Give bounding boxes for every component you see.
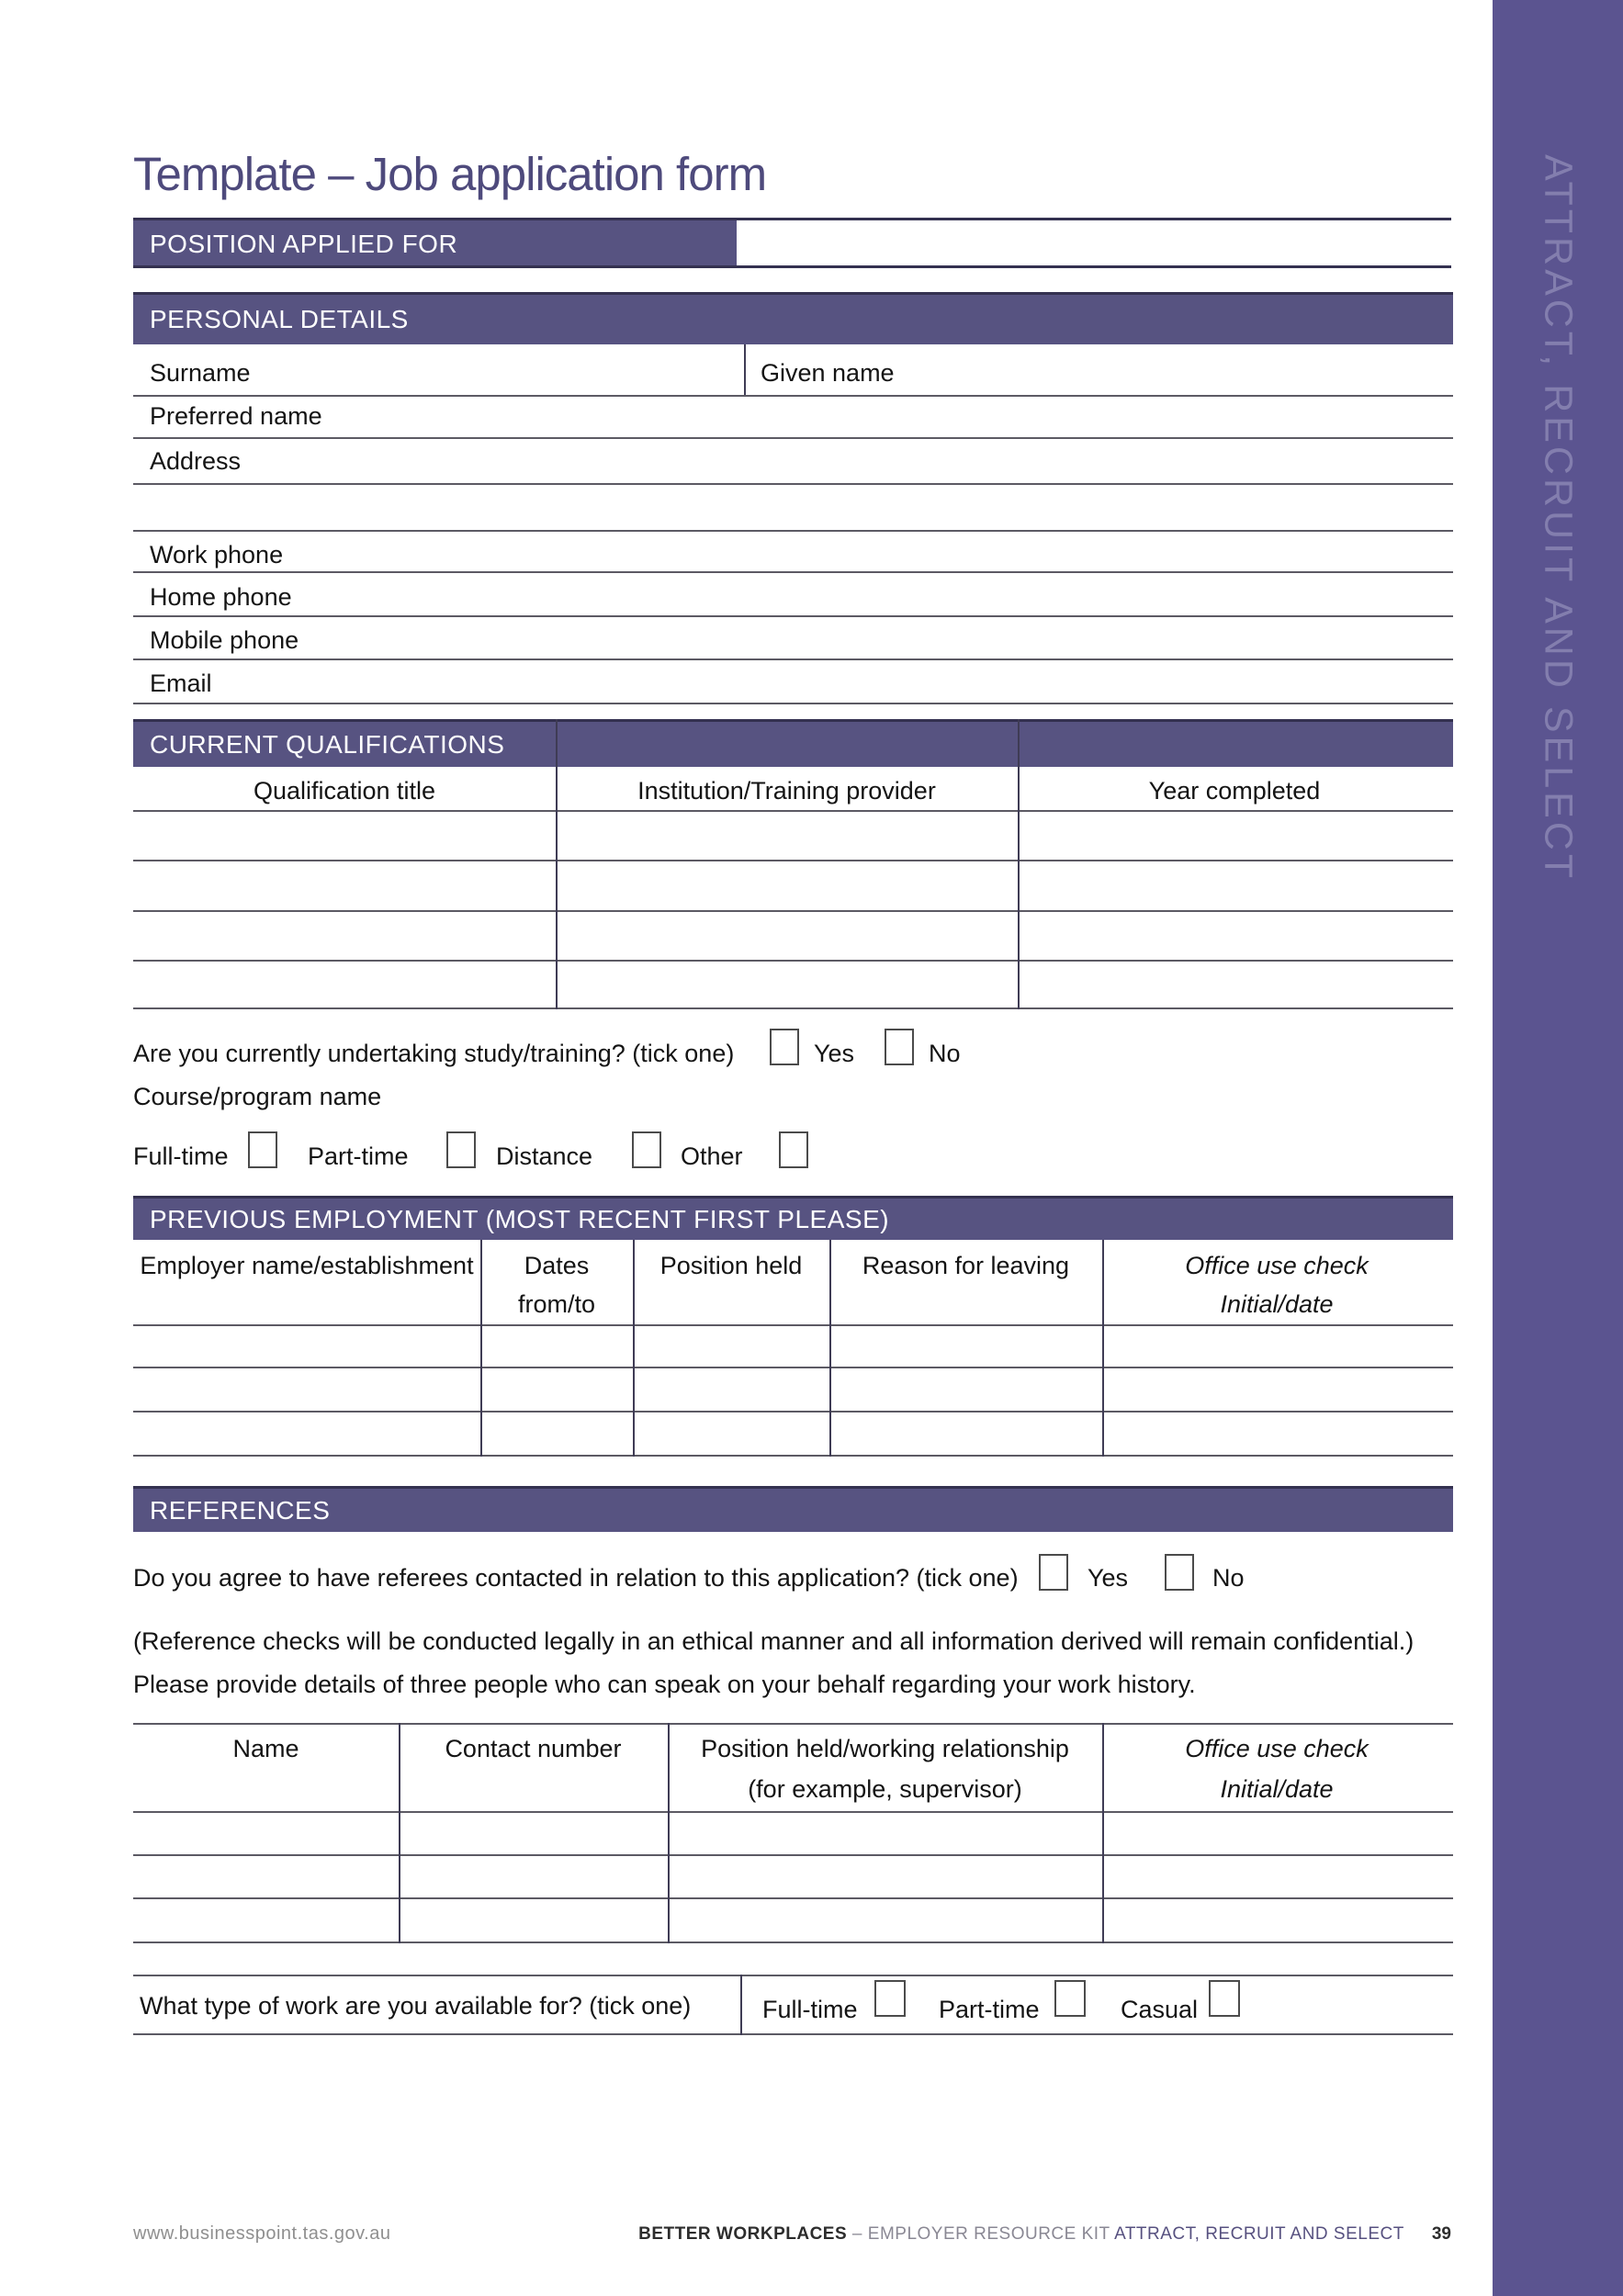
references-note-2: Please provide details of three people who can speak on your behalf regarding your work history. <box>133 1671 1196 1698</box>
home-phone-label: Home phone <box>150 583 292 611</box>
study-parttime-label: Part-time <box>308 1142 409 1170</box>
qualification-title-column-header: Qualification title <box>253 777 436 805</box>
study-yes-checkbox[interactable] <box>770 1029 799 1065</box>
work-phone-label: Work phone <box>150 541 284 568</box>
work-phone-field[interactable] <box>331 533 1451 569</box>
employment-row-2[interactable] <box>133 1368 1451 1409</box>
employment-row-3[interactable] <box>133 1412 1451 1453</box>
employer-column-header: Employer name/establishment <box>140 1252 474 1279</box>
name-column-header: Name <box>232 1735 299 1762</box>
email-field[interactable] <box>257 660 1451 701</box>
course-name-field[interactable] <box>386 1076 1451 1113</box>
given-name-label: Given name <box>761 359 895 387</box>
surname-field[interactable] <box>276 346 739 393</box>
footer-brand-line <box>133 2224 1451 2245</box>
qualification-row-3[interactable] <box>133 912 1451 958</box>
study-no-label: No <box>929 1040 961 1067</box>
sidebar-vertical-label: ATTRACT, RECRUIT AND SELECT <box>1536 154 1581 883</box>
footer-website-link[interactable]: www.businesspoint.tas.gov.au <box>133 2223 391 2244</box>
study-yes-label: Yes <box>814 1040 855 1067</box>
study-fulltime-label: Full-time <box>133 1142 229 1170</box>
references-yes-checkbox[interactable] <box>1039 1554 1068 1591</box>
availability-casual-label: Casual <box>1121 1996 1199 2023</box>
study-distance-checkbox[interactable] <box>632 1131 661 1168</box>
study-other-checkbox[interactable] <box>779 1131 808 1168</box>
position-applied-header: POSITION APPLIED FOR <box>133 218 737 267</box>
email-label: Email <box>150 670 212 697</box>
references-no-checkbox[interactable] <box>1165 1554 1194 1591</box>
divider <box>740 1975 742 2035</box>
home-phone-field[interactable] <box>331 573 1451 613</box>
office-use-column-header: Office use check <box>1185 1252 1369 1279</box>
divider <box>744 344 746 395</box>
year-completed-column-header: Year completed <box>1148 777 1321 805</box>
position-held-column-header: Position held <box>659 1252 803 1279</box>
study-question: Are you currently undertaking study/training? (tick one) <box>133 1040 735 1067</box>
study-no-checkbox[interactable] <box>885 1029 914 1065</box>
institution-column-header: Institution/Training provider <box>637 777 936 805</box>
footer-brand: BETTER WORKPLACES <box>638 2224 848 2244</box>
divider <box>133 265 1451 268</box>
study-distance-label: Distance <box>496 1142 593 1170</box>
divider <box>133 2033 1453 2035</box>
footer-kit: – EMPLOYER RESOURCE KIT <box>847 2224 1115 2244</box>
qualification-row-1[interactable] <box>133 812 1451 858</box>
references-note-1: (Reference checks will be conducted legally in an ethical manner and all information derived will remain confidential.) <box>133 1627 1414 1655</box>
divider <box>133 703 1453 704</box>
availability-fulltime-label: Full-time <box>762 1996 858 2023</box>
address-field-line1[interactable] <box>276 439 1451 482</box>
references-no-label: No <box>1212 1564 1245 1592</box>
divider <box>133 1941 1453 1943</box>
references-question: Do you agree to have referees contacted in relation to this application? (tick one) <box>133 1564 1019 1592</box>
mobile-phone-field[interactable] <box>331 617 1451 657</box>
divider <box>668 1723 670 1943</box>
mobile-phone-label: Mobile phone <box>150 626 299 654</box>
position-relationship-column-header: Position held/working relationship <box>701 1735 1069 1762</box>
divider <box>1102 1723 1104 1943</box>
divider <box>1018 719 1020 1009</box>
surname-label: Surname <box>150 359 251 387</box>
divider <box>556 719 558 1009</box>
position-applied-field[interactable] <box>737 218 1451 267</box>
previous-employment-header: PREVIOUS EMPLOYMENT (MOST RECENT FIRST PLEASE) <box>133 1196 1453 1240</box>
office-use-ref-column-header-line2: Initial/date <box>1220 1775 1334 1803</box>
divider <box>633 1240 635 1457</box>
footer-page-number: 39 <box>1431 2224 1451 2244</box>
address-label: Address <box>150 447 242 475</box>
availability-parttime-label: Part-time <box>939 1996 1040 2023</box>
preferred-name-field[interactable] <box>349 397 1451 436</box>
employment-row-1[interactable] <box>133 1326 1451 1365</box>
office-use-ref-column-header: Office use check <box>1185 1735 1369 1762</box>
footer-kit-highlight: ATTRACT, RECRUIT AND SELECT <box>1114 2224 1404 2244</box>
references-header: REFERENCES <box>133 1486 1453 1532</box>
availability-fulltime-checkbox[interactable] <box>874 1980 906 2017</box>
qualification-row-4[interactable] <box>133 962 1451 1006</box>
divider <box>133 530 1453 532</box>
preferred-name-label: Preferred name <box>150 402 322 430</box>
divider <box>133 1723 1453 1725</box>
divider <box>133 1455 1453 1457</box>
divider <box>1102 1240 1104 1457</box>
address-field-line2[interactable] <box>133 485 1451 528</box>
qualifications-header: CURRENT QUALIFICATIONS <box>133 719 1453 767</box>
divider <box>133 1007 1453 1009</box>
dates-column-header: Dates <box>524 1252 590 1279</box>
personal-details-header: PERSONAL DETAILS <box>133 292 1453 344</box>
reference-row-1[interactable] <box>133 1813 1451 1852</box>
study-fulltime-checkbox[interactable] <box>248 1131 277 1168</box>
given-name-field[interactable] <box>919 346 1449 393</box>
position-relationship-column-header-line2: (for example, supervisor) <box>748 1775 1022 1803</box>
availability-parttime-checkbox[interactable] <box>1054 1980 1086 2017</box>
reason-column-header: Reason for leaving <box>862 1252 1070 1279</box>
divider <box>480 1240 482 1457</box>
contact-number-column-header: Contact number <box>445 1735 622 1762</box>
sidebar-band <box>1493 0 1623 2296</box>
course-name-label: Course/program name <box>133 1083 382 1110</box>
divider <box>133 1975 1453 1976</box>
office-use-column-header-line2: Initial/date <box>1220 1290 1334 1318</box>
page-title: Template – Job application form <box>133 148 767 200</box>
study-other-label: Other <box>681 1142 743 1170</box>
divider <box>829 1240 831 1457</box>
study-parttime-checkbox[interactable] <box>446 1131 476 1168</box>
reference-row-3[interactable] <box>133 1899 1451 1940</box>
divider <box>399 1723 400 1943</box>
references-yes-label: Yes <box>1088 1564 1129 1592</box>
availability-question: What type of work are you available for? (tick one) <box>140 1992 692 2020</box>
qualification-row-2[interactable] <box>133 861 1451 908</box>
reference-row-2[interactable] <box>133 1856 1451 1896</box>
availability-casual-checkbox[interactable] <box>1209 1980 1240 2017</box>
dates-column-header-line2: from/to <box>517 1290 596 1318</box>
